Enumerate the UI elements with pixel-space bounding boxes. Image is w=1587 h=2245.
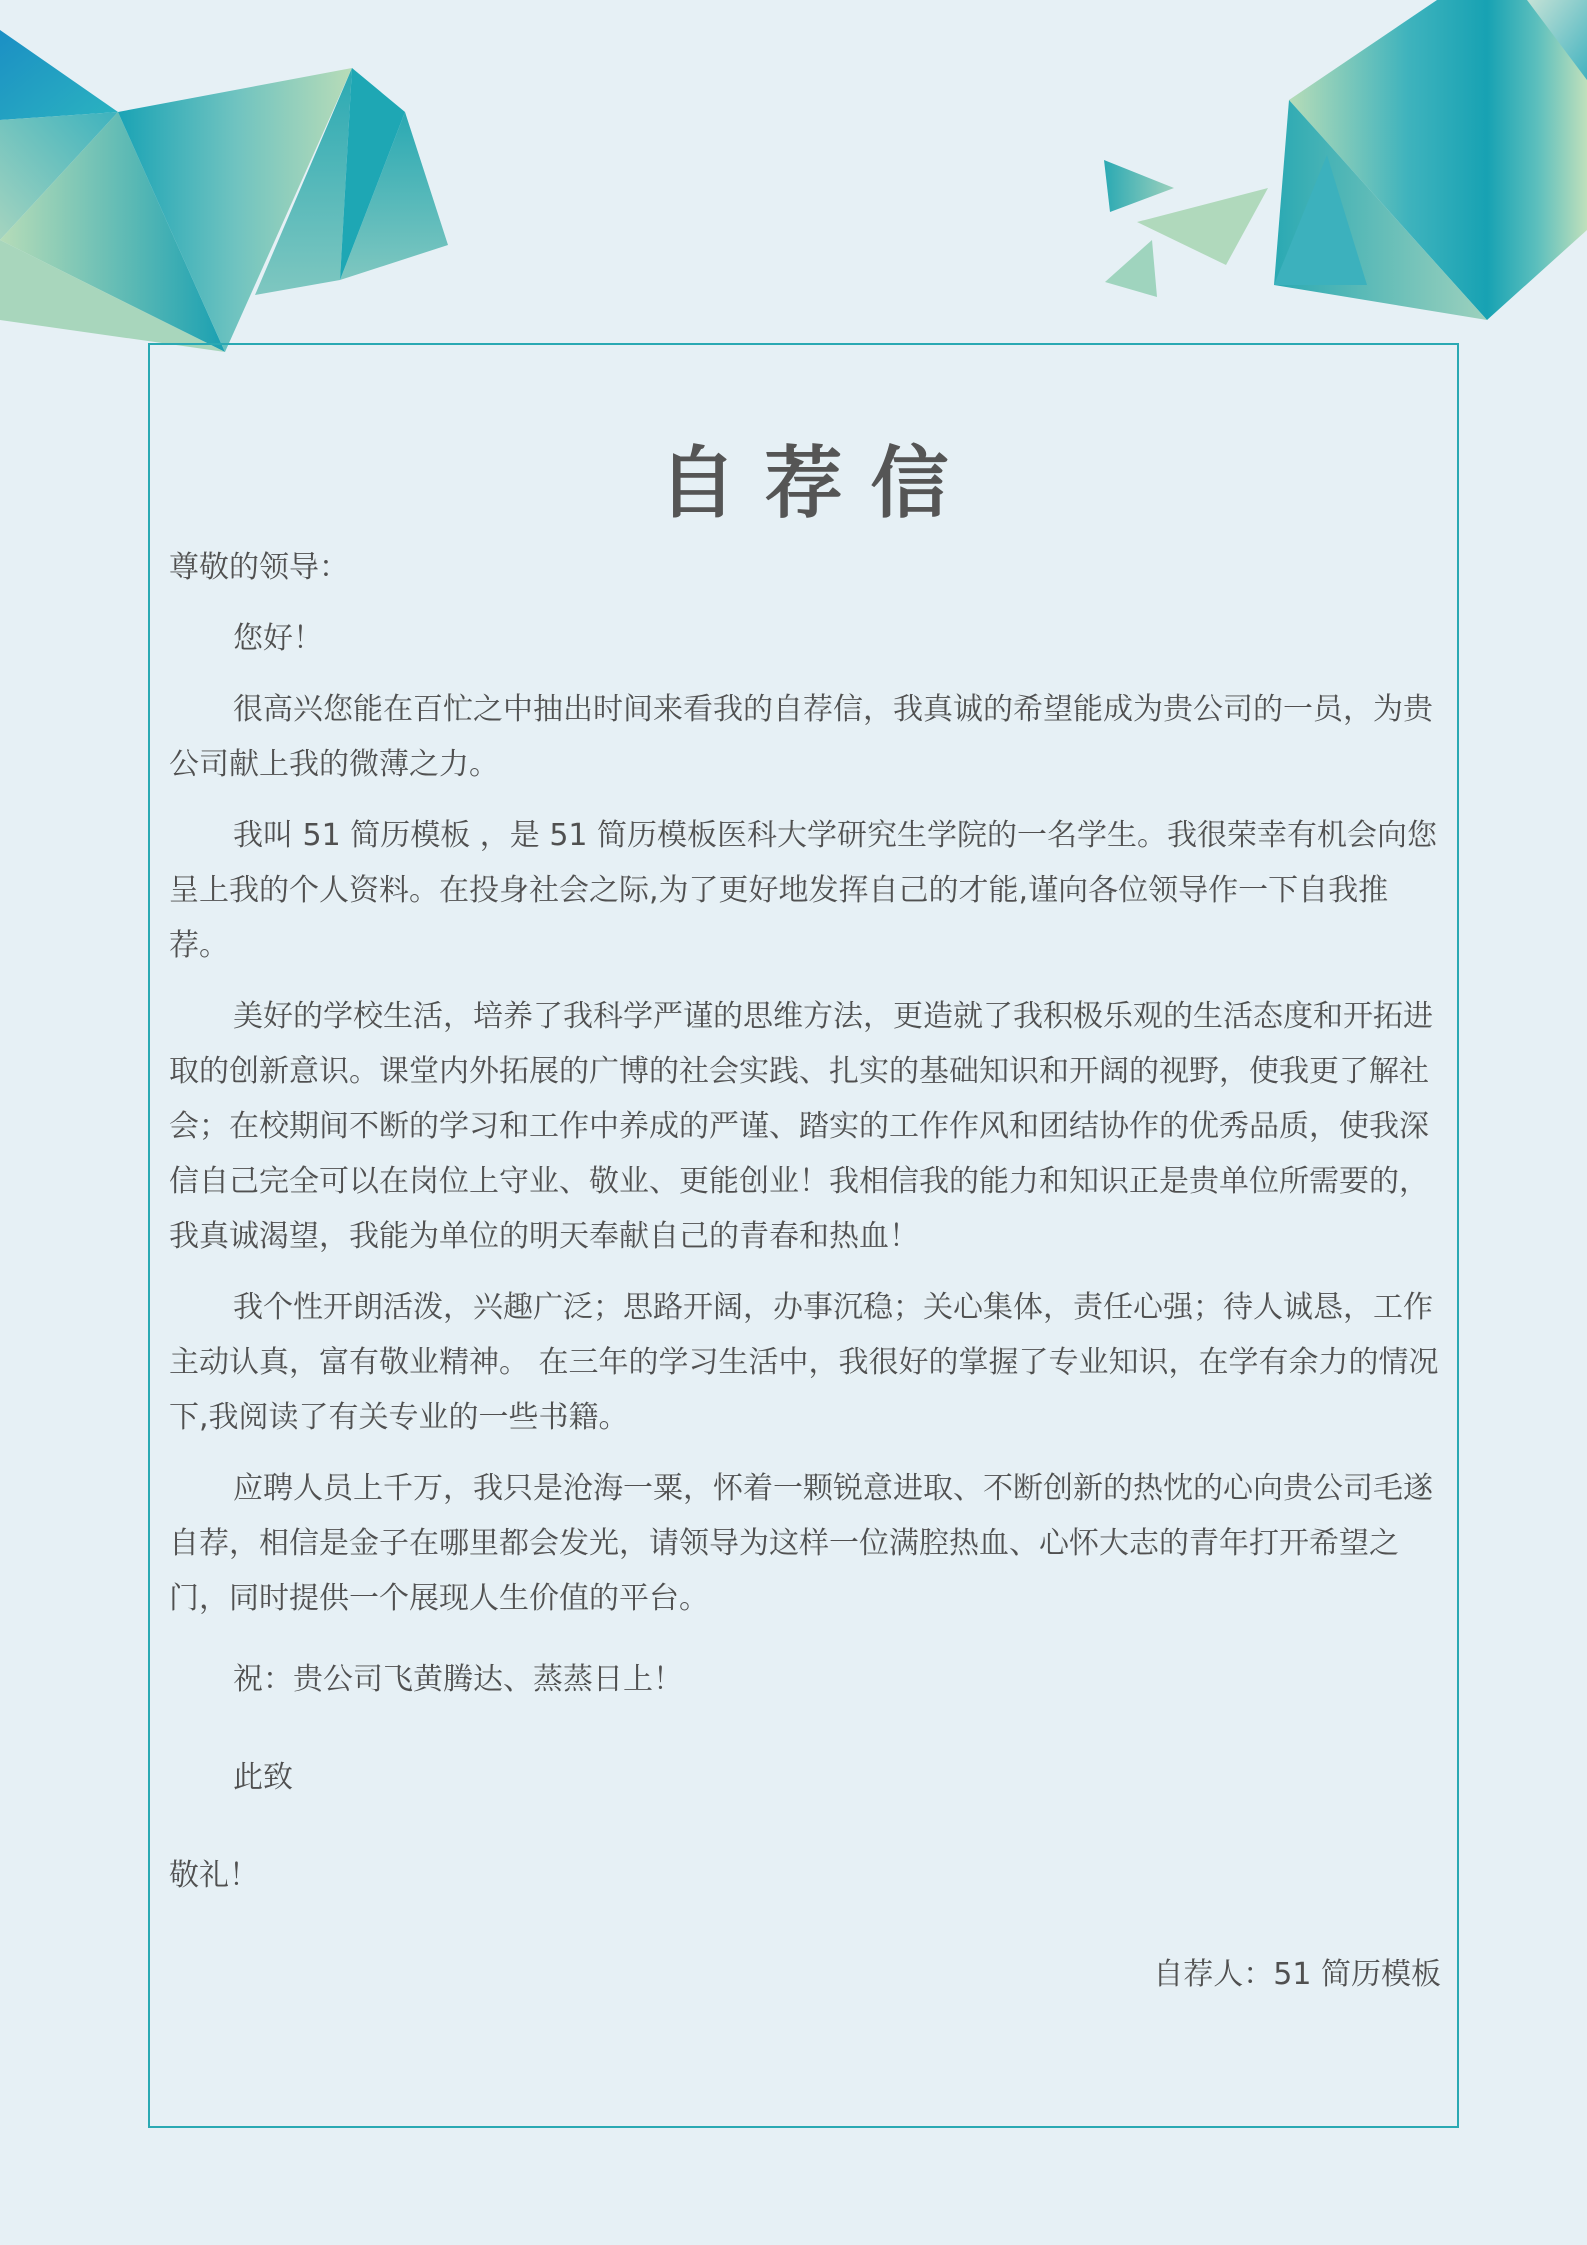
letter-body	[169, 540, 1441, 2002]
origami-decoration-right	[1027, 0, 1587, 330]
letter-title: 自荐信	[658, 439, 977, 530]
closing-wish: 祝：贵公司飞黄腾达、蒸蒸日上！	[233, 1662, 683, 1697]
closing-jing-li: 敬礼！	[169, 1858, 259, 1893]
paragraph-4: 我个性开朗活泼，兴趣广泛；思路开阔，办事沉稳；关心集体，责任心强；待人诚恳，工作主动认真，富有敬业精神。 在三年的学习生活中，我很好的掌握了专业知识，在学有余力的情况下,我阅读了有关专业的一些书籍。	[169, 1290, 1439, 1435]
origami-decoration-left	[0, 0, 460, 360]
paragraph-3: 美好的学校生活，培养了我科学严谨的思维方法，更造就了我积极乐观的生活态度和开拓进取的创新意识。课堂内外拓展的广博的社会实践、扎实的基础知识和开阔的视野，使我更了解社会；在校期间不断的学习和工作中养成的严谨、踏实的工作作风和团结协作的优秀品质，使我深信自己完全可以在岗位上守业、敬业、更能创业！我相信我的能力和知识正是贵单位所需要的，我真诚渴望，我能为单位的明天奉献自己的青春和热血！	[169, 999, 1433, 1254]
paragraph-5: 应聘人员上千万，我只是沧海一粟，怀着一颗锐意进取、不断创新的热忱的心向贵公司毛遂自荐，相信是金子在哪里都会发光，请领导为这样一位满腔热血、心怀大志的青年打开希望之门，同时提供一个展现人生价值的平台。	[169, 1471, 1433, 1616]
closing-ci-zhi: 此致	[233, 1760, 293, 1795]
paragraph-2: 我叫 51 简历模板 ，是 51 简历模板医科大学研究生学院的一名学生。我很荣幸有机会向您呈上我的个人资料。在投身社会之际,为了更好地发挥自己的才能,谨向各位领导作一下自我推荐。	[169, 818, 1438, 963]
signature: 自荐人：51 简历模板	[1153, 1957, 1441, 1992]
greeting: 您好！	[233, 621, 323, 656]
paragraph-1: 很高兴您能在百忙之中抽出时间来看我的自荐信，我真诚的希望能成为贵公司的一员，为贵公司献上我的微薄之力。	[169, 692, 1433, 782]
letter-frame	[148, 343, 1459, 2128]
salutation: 尊敬的领导：	[169, 550, 349, 585]
